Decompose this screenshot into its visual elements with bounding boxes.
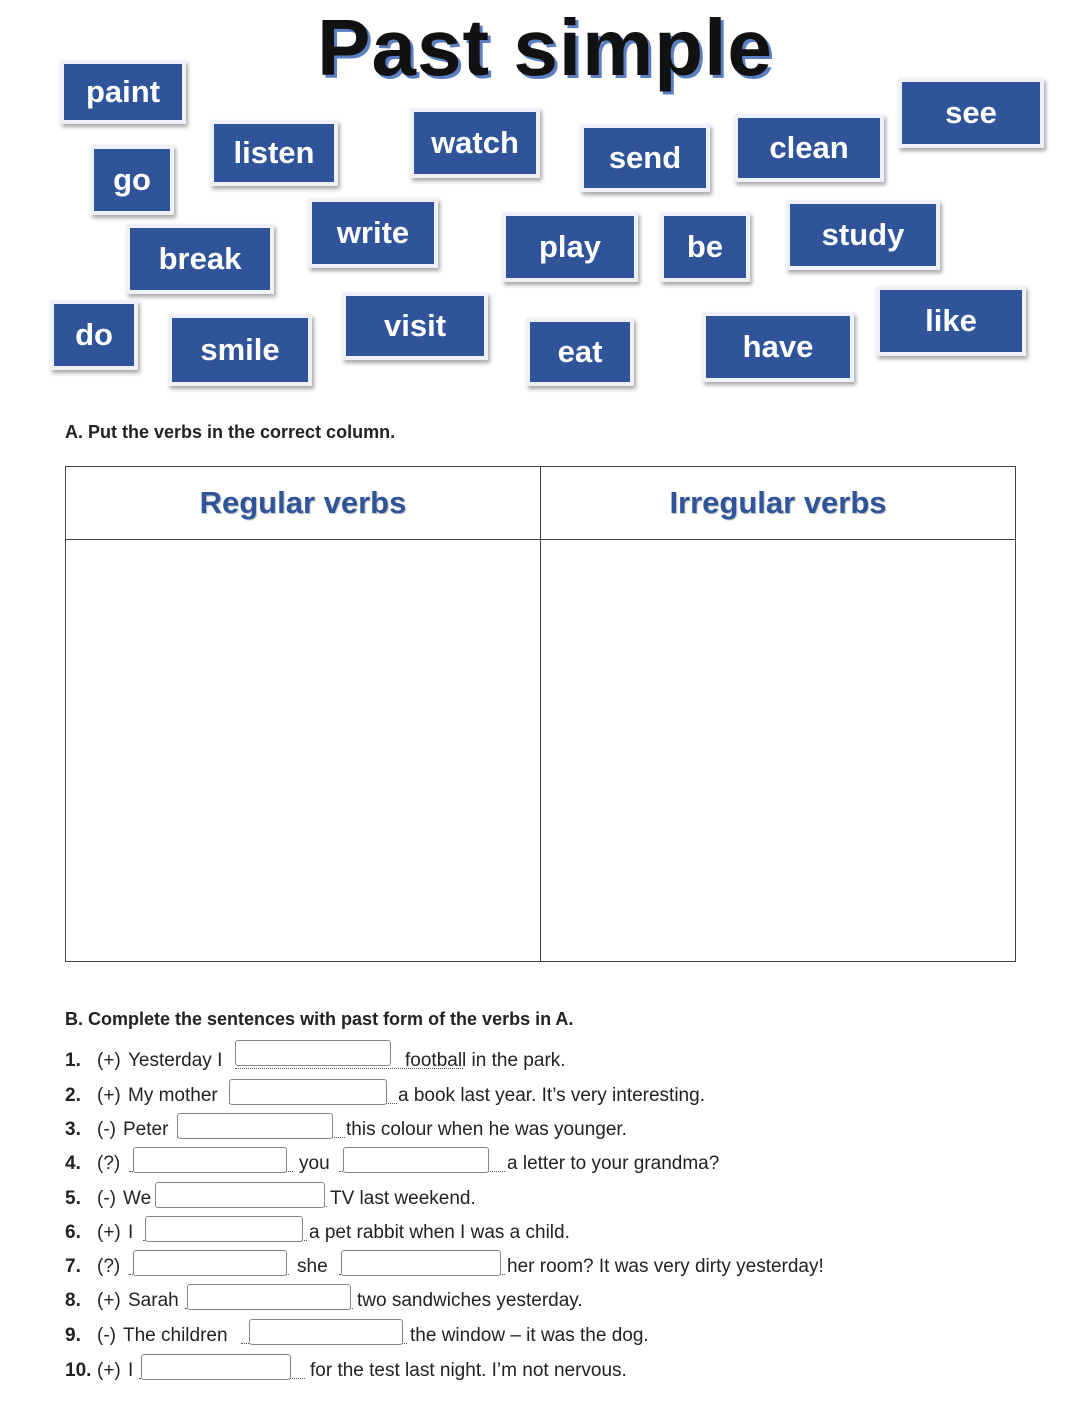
- answer-input-7a[interactable]: [133, 1250, 287, 1276]
- irregular-verbs-dropzone[interactable]: [541, 540, 1015, 961]
- sentence-text: this colour when he was younger.: [346, 1119, 627, 1140]
- sentence-number: 5.: [65, 1188, 81, 1209]
- sentence-number: 1.: [65, 1050, 81, 1071]
- sentence-text: for the test last night. I’m not nervous.: [310, 1360, 627, 1381]
- sentence-number: 2.: [65, 1085, 81, 1106]
- verb-card-write[interactable]: write: [308, 198, 438, 268]
- irregular-verbs-heading: Irregular verbs: [669, 485, 887, 520]
- sentence-sign: (-): [97, 1188, 116, 1209]
- verb-card-eat[interactable]: eat: [526, 318, 634, 386]
- sentence-5: [65, 1182, 1025, 1212]
- sentence-number: 6.: [65, 1222, 81, 1243]
- sentence-number: 7.: [65, 1256, 81, 1277]
- sentence-4: [65, 1147, 1025, 1177]
- sentence-number: 10.: [65, 1360, 92, 1381]
- answer-input-4b[interactable]: [343, 1147, 489, 1173]
- sentence-sign: (-): [97, 1325, 116, 1346]
- sentence-text: We: [123, 1188, 152, 1209]
- sentence-text: you: [299, 1153, 330, 1174]
- verb-card-break[interactable]: break: [126, 224, 274, 294]
- instruction-a: A. Put the verbs in the correct column.: [65, 422, 396, 442]
- sentence-text: Yesterday I: [128, 1050, 223, 1071]
- page-title: Past simple: [317, 3, 773, 92]
- verb-card-visit[interactable]: visit: [342, 292, 488, 360]
- sentence-number: 4.: [65, 1153, 81, 1174]
- verb-card-send[interactable]: send: [580, 124, 710, 192]
- verb-card-have[interactable]: have: [702, 312, 854, 382]
- sentence-text: a letter to your grandma?: [507, 1153, 720, 1174]
- sentence-sign: (+): [97, 1085, 121, 1106]
- sentence-text: Sarah: [128, 1290, 179, 1311]
- sentence-text: her room? It was very dirty yesterday!: [507, 1256, 824, 1277]
- sentence-text: The children: [123, 1325, 228, 1346]
- answer-input-4a[interactable]: [133, 1147, 287, 1173]
- sentence-text: she: [297, 1256, 328, 1277]
- sentence-8: [65, 1284, 1025, 1314]
- answer-input-2[interactable]: [229, 1079, 387, 1105]
- regular-verbs-dropzone[interactable]: [66, 540, 540, 961]
- sentence-text: a book last year. It’s very interesting.: [398, 1085, 705, 1106]
- answer-input-9[interactable]: [249, 1319, 403, 1345]
- verb-card-paint[interactable]: paint: [60, 60, 186, 124]
- sentence-text: the window – it was the dog.: [410, 1325, 649, 1346]
- sentence-7: [65, 1250, 1025, 1280]
- sentence-text: two sandwiches yesterday.: [357, 1290, 583, 1311]
- verb-card-do[interactable]: do: [50, 300, 138, 370]
- sentence-number: 3.: [65, 1119, 81, 1140]
- verb-card-go[interactable]: go: [90, 145, 174, 215]
- answer-input-8[interactable]: [187, 1284, 351, 1310]
- sentence-9: [65, 1319, 1025, 1349]
- sentence-sign: (+): [97, 1360, 121, 1381]
- verb-card-see[interactable]: see: [898, 78, 1044, 148]
- answer-input-3[interactable]: [177, 1113, 333, 1139]
- verb-card-listen[interactable]: listen: [210, 120, 338, 186]
- answer-input-7b[interactable]: [341, 1250, 501, 1276]
- sentence-sign: (+): [97, 1222, 121, 1243]
- verb-card-smile[interactable]: smile: [168, 314, 312, 386]
- sentence-text: a pet rabbit when I was a child.: [309, 1222, 570, 1243]
- sentence-sign: (?): [97, 1153, 121, 1174]
- sentence-3: [65, 1113, 1025, 1143]
- verb-sort-table: [65, 466, 1016, 962]
- instruction-b: B. Complete the sentences with past form of the verbs in A.: [65, 1009, 574, 1029]
- answer-input-5[interactable]: [155, 1182, 325, 1208]
- sentence-6: [65, 1216, 1025, 1246]
- sentence-sign: (+): [97, 1050, 121, 1071]
- verb-card-like[interactable]: like: [876, 286, 1026, 356]
- sentence-text: My mother: [128, 1085, 218, 1106]
- answer-input-10[interactable]: [141, 1354, 291, 1380]
- sentence-text: TV last weekend.: [330, 1188, 476, 1209]
- sentence-text: football in the park.: [405, 1050, 566, 1071]
- verb-card-play[interactable]: play: [502, 212, 638, 282]
- answer-input-6[interactable]: [145, 1216, 303, 1242]
- sentence-text: I: [128, 1360, 134, 1381]
- sentence-sign: (+): [97, 1290, 121, 1311]
- sentence-sign: (?): [97, 1256, 121, 1277]
- regular-verbs-heading: Regular verbs: [199, 485, 407, 520]
- sentence-number: 9.: [65, 1325, 81, 1346]
- answer-input-1[interactable]: [235, 1040, 391, 1066]
- verb-card-clean[interactable]: clean: [734, 114, 884, 182]
- verb-card-study[interactable]: study: [786, 200, 940, 270]
- sentence-text: Peter: [123, 1119, 169, 1140]
- sentence-2: [65, 1079, 1025, 1109]
- sentence-1: [65, 1044, 1025, 1074]
- sentence-number: 8.: [65, 1290, 81, 1311]
- sentence-sign: (-): [97, 1119, 116, 1140]
- sentence-10: [65, 1354, 1025, 1384]
- sentence-text: I: [128, 1222, 134, 1243]
- verb-card-watch[interactable]: watch: [410, 108, 540, 178]
- verb-card-be[interactable]: be: [660, 212, 750, 282]
